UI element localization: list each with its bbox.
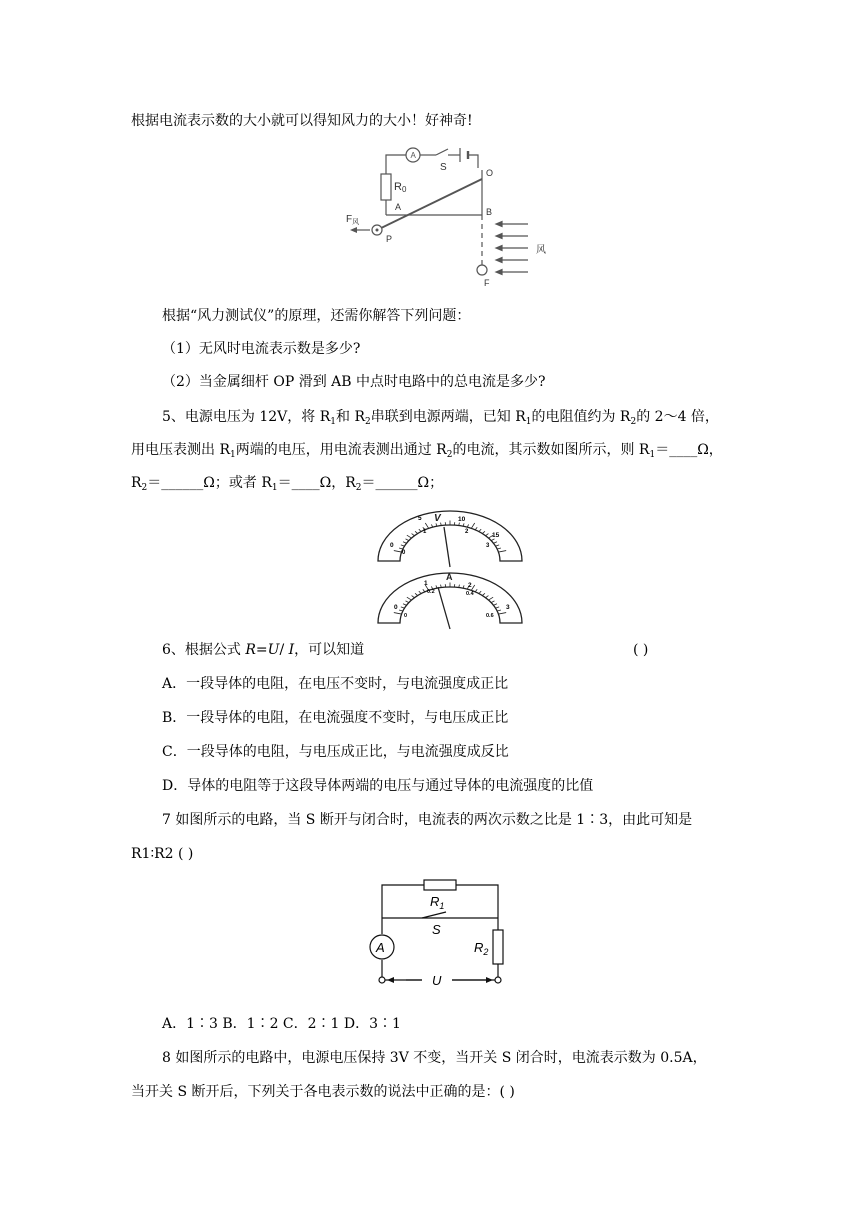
point-b-label: B [486, 207, 493, 217]
point-f-label: F [484, 278, 490, 288]
point-p-label: P [386, 234, 393, 244]
q6-option-c: C．一段导体的电阻，与电压成正比，与电流强度成反比 [162, 744, 509, 760]
q6-answer-paren: ( ) [633, 642, 649, 658]
voltage-u-label: U [432, 973, 442, 988]
q7-line2: R1∶R2 ( ) [131, 846, 194, 862]
switch-label: S [440, 162, 447, 173]
a-tick-i2: 0.4 [466, 591, 474, 597]
a-tick-i0: 0 [404, 613, 408, 619]
v-tick-i3: 3 [486, 543, 490, 549]
a-tick-o3: 3 [506, 604, 510, 611]
intro-line: 根据电流表示数的大小就可以得知风力的大小！好神奇! [131, 113, 473, 129]
q6-option-d: D．导体的电阻等于这段导体两端的电压与通过导体的电流强度的比值 [162, 778, 594, 794]
ball-f [477, 265, 487, 275]
v-tick-o2: 10 [458, 516, 466, 523]
meters-figure [370, 505, 530, 629]
r2-resistor [493, 930, 503, 964]
q4-lead: 根据“风力测试仪”的原理，还需你解答下列问题： [162, 308, 471, 324]
q7-circuit [360, 872, 510, 992]
q7-line1: 7 如图所示的电路，当 S 断开与闭合时，电流表的两次示数之比是 1∶3，由此可知是 [162, 812, 693, 828]
ammeter-label: A [410, 151, 416, 160]
ammeter-needle [438, 587, 450, 629]
a-tick-o2: 2 [468, 582, 472, 589]
q6-option-b: B．一段导体的电阻，在电流强度不变时，与电压成正比 [162, 710, 509, 726]
voltmeter [378, 511, 522, 567]
q7-options: A．1∶3 B．1∶2 C．2∶1 D．3∶1 [162, 1016, 401, 1032]
svg-text:R0: R0 [394, 181, 407, 194]
wind-tester-diagram [340, 146, 560, 288]
q4-sub2: （2）当金属细杆 OP 滑到 AB 中点时电路中的总电流是多少? [162, 374, 546, 390]
voltmeter-unit: V [434, 513, 441, 524]
q8-line2: 当开关 S 断开后，下列关于各电表示数的说法中正确的是：( ) [131, 1084, 515, 1100]
wind-arrows [496, 222, 528, 275]
point-a-label: A [395, 202, 402, 212]
q5-line1: 5、电源电压为 12V，将 $R_1$和 $R_2$串联到电源两端，已知 $R_1$的电阻值约为 $R_2$的 2～4 倍， [162, 409, 719, 427]
r0-resistor [381, 174, 391, 200]
ammeter-unit: A [446, 572, 453, 582]
switch-s-label: S [432, 922, 441, 937]
point-o-label: O [486, 168, 494, 178]
v-tick-i2: 2 [465, 529, 469, 535]
q5-line3: $R_2=\_\_\_\_\_\_\Omega$；或者 $R_1=\_\_\_\_\Omega$，$R_2=\_\_\_\_\_\_\Omega$； [131, 475, 444, 493]
svg-text:R2: $R_2$ [474, 940, 489, 957]
r2-label: R [474, 940, 484, 955]
svg-text:F风: $F_风$ [346, 214, 360, 226]
r0-label: R [394, 181, 402, 193]
a-tick-i3: 0.6 [486, 613, 494, 619]
ammeter-a-label: A [376, 940, 385, 955]
q5-line2: 用电压表测出 $R_1$两端的电压，用电流表测出通过 $R_2$的电流，其示数如图所示，则 $R_1=\_\_\_\_\Omega$， [131, 442, 723, 460]
voltmeter-needle [444, 527, 450, 567]
q8-line1: 8 如图所示的电路中，电源电压保持 3V 不变，当开关 S 闭合时，电流表示数为 0.5A， [162, 1050, 707, 1066]
wind-label: 风 [536, 245, 546, 256]
a-tick-o0: 0 [394, 604, 398, 611]
q4-sub1: （1）无风时电流表示数是多少? [162, 341, 361, 357]
v-tick-o3: 15 [492, 532, 500, 539]
r1-resistor [424, 880, 456, 890]
v-tick-i0: 0 [402, 550, 406, 556]
ammeter [378, 572, 522, 629]
q6-option-a: A．一段导体的电阻，在电压不变时，与电流强度成正比 [162, 676, 509, 692]
v-tick-i1: 1 [423, 529, 427, 535]
svg-text:R1: $R_1$ [430, 894, 445, 911]
a-tick-o1: 1 [424, 580, 428, 587]
a-tick-i1: 0.2 [427, 589, 435, 595]
r1-label: R [430, 894, 440, 909]
v-tick-o1: 5 [418, 515, 422, 522]
force-label: F [346, 214, 353, 225]
q6-stem: 6、根据公式 R=U/ I，可以知道 [162, 642, 365, 658]
v-tick-o0: 0 [390, 542, 394, 549]
